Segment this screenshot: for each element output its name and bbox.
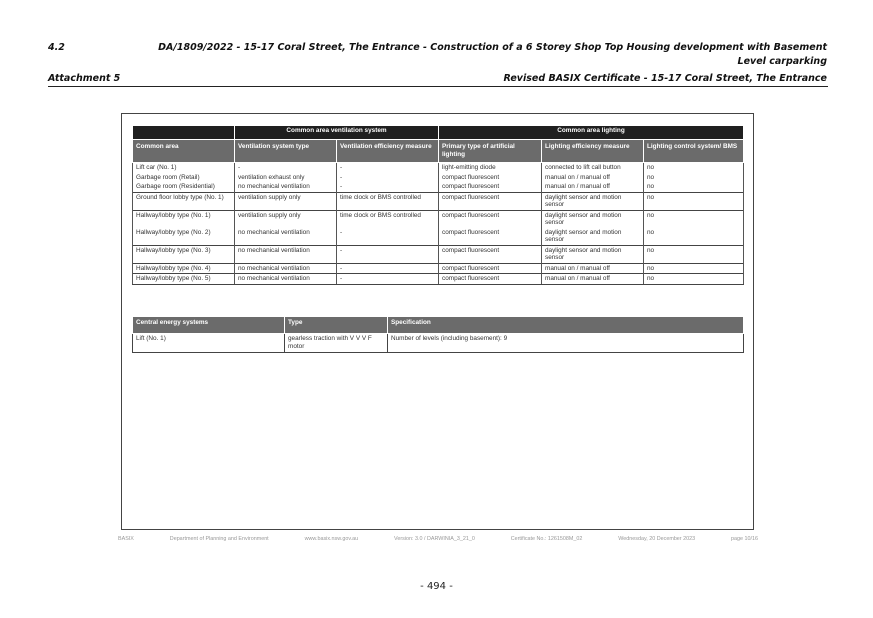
table-header-row (133, 317, 744, 334)
table-cell: Garbage room (Retail) (133, 173, 235, 183)
document-title: DA/1809/2022 - 15-17 Coral Street, The Entrance - Construction of a 6 Storey Shop Top Housing development with Basement (158, 42, 827, 53)
footer-basix: BASIX (118, 536, 134, 542)
table-cell: daylight sensor and motion sensor (542, 210, 644, 228)
column-header: Common area (133, 140, 235, 163)
table-cell: - (337, 274, 439, 285)
header-rule (48, 86, 828, 87)
table-cell: daylight sensor and motion sensor (542, 228, 644, 246)
table-row (133, 163, 744, 173)
table-cell: compact fluorescent (439, 210, 542, 228)
attachment-label: Attachment 5 (48, 73, 121, 84)
footer-version: Version: 3.0 / DARWINIA_3_21_0 (394, 536, 475, 542)
footer-department: Department of Planning and Environment (169, 536, 269, 542)
table-cell: - (337, 228, 439, 246)
column-header: Ventilation efficiency measure (337, 140, 439, 163)
table-cell: compact fluorescent (439, 263, 542, 274)
table-cell: no mechanical ventilation (235, 245, 337, 263)
table-row (133, 263, 744, 274)
table-cell: Hallway/lobby type (No. 2) (133, 228, 235, 246)
table-cell: compact fluorescent (439, 228, 542, 246)
table-cell: no mechanical ventilation (235, 274, 337, 285)
table-group-header-row (133, 126, 744, 140)
table-row (133, 245, 744, 263)
table-cell: Hallway/lobby type (No. 4) (133, 263, 235, 274)
table-cell: compact fluorescent (439, 173, 542, 183)
table-cell: - (337, 173, 439, 183)
table-row (133, 182, 744, 192)
common-area-table (132, 125, 744, 285)
group-header-lighting: Common area lighting (439, 126, 744, 140)
table-cell: Ground floor lobby type (No. 1) (133, 192, 235, 210)
document-title-continued: Level carparking (737, 56, 827, 67)
table-cell: - (235, 163, 337, 173)
table-cell: compact fluorescent (439, 274, 542, 285)
column-header: Type (285, 317, 388, 334)
footer-page: page 10/16 (731, 536, 758, 542)
attachment-title: Revised BASIX Certificate - 15-17 Coral Street, The Entrance (503, 73, 827, 84)
footer-certificate-number: Certificate No.: 1261508M_02 (510, 536, 583, 542)
table-cell: time clock or BMS controlled (337, 192, 439, 210)
table-row (133, 228, 744, 246)
table-cell: light-emitting diode (439, 163, 542, 173)
table-cell: ventilation supply only (235, 192, 337, 210)
table-cell: no (644, 263, 744, 274)
table-row (133, 334, 744, 353)
table-cell: manual on / manual off (542, 263, 644, 274)
table-cell: daylight sensor and motion sensor (542, 245, 644, 263)
item-number: 4.2 (48, 42, 65, 53)
column-header: Specification (388, 317, 744, 334)
table-cell: Lift (No. 1) (133, 334, 285, 353)
column-header: Ventilation system type (235, 140, 337, 163)
table-cell: ventilation supply only (235, 210, 337, 228)
column-header: Lighting control system/ BMS (644, 140, 744, 163)
table-cell: Hallway/lobby type (No. 1) (133, 210, 235, 228)
column-header: Central energy systems (133, 317, 285, 334)
table-cell: no (644, 210, 744, 228)
table-cell: no (644, 192, 744, 210)
table-cell: time clock or BMS controlled (337, 210, 439, 228)
table-cell: compact fluorescent (439, 192, 542, 210)
footer-date: Wednesday, 20 December 2023 (618, 536, 696, 542)
table-cell: Number of levels (including basement): 9 (388, 334, 744, 353)
table-cell: - (337, 182, 439, 192)
table-cell: no mechanical ventilation (235, 182, 337, 192)
table-cell: - (337, 245, 439, 263)
table-cell: compact fluorescent (439, 182, 542, 192)
footer-website: www.basix.nsw.gov.au (304, 536, 359, 542)
table-cell: Lift car (No. 1) (133, 163, 235, 173)
column-header: Primary type of artificial lighting (439, 140, 542, 163)
table-cell: manual on / manual off (542, 173, 644, 183)
table-cell: no (644, 182, 744, 192)
table-row (133, 210, 744, 228)
table-cell: Garbage room (Residential) (133, 182, 235, 192)
group-header-blank (133, 126, 235, 140)
table-cell: manual on / manual off (542, 182, 644, 192)
table-cell: no (644, 274, 744, 285)
table-cell: no (644, 245, 744, 263)
table-cell: connected to lift call button (542, 163, 644, 173)
table-row (133, 192, 744, 210)
table-cell: - (337, 163, 439, 173)
table-cell: Hallway/lobby type (No. 5) (133, 274, 235, 285)
certificate-footer (118, 536, 758, 542)
column-header: Lighting efficiency measure (542, 140, 644, 163)
table-cell: no mechanical ventilation (235, 263, 337, 274)
table-cell: no (644, 228, 744, 246)
table-cell: compact fluorescent (439, 245, 542, 263)
table-cell: no mechanical ventilation (235, 228, 337, 246)
table-cell: daylight sensor and motion sensor (542, 192, 644, 210)
table-row (133, 274, 744, 285)
table-row (133, 173, 744, 183)
table-cell: - (337, 263, 439, 274)
table-cell: ventilation exhaust only (235, 173, 337, 183)
central-energy-table (132, 316, 744, 353)
table-header-row (133, 140, 744, 163)
table-cell: no (644, 163, 744, 173)
group-header-ventilation: Common area ventilation system (235, 126, 439, 140)
table-cell: Hallway/lobby type (No. 3) (133, 245, 235, 263)
table-cell: gearless traction with V V V F motor (285, 334, 388, 353)
table-cell: manual on / manual off (542, 274, 644, 285)
table-cell: no (644, 173, 744, 183)
page-number: - 494 - (420, 581, 453, 592)
